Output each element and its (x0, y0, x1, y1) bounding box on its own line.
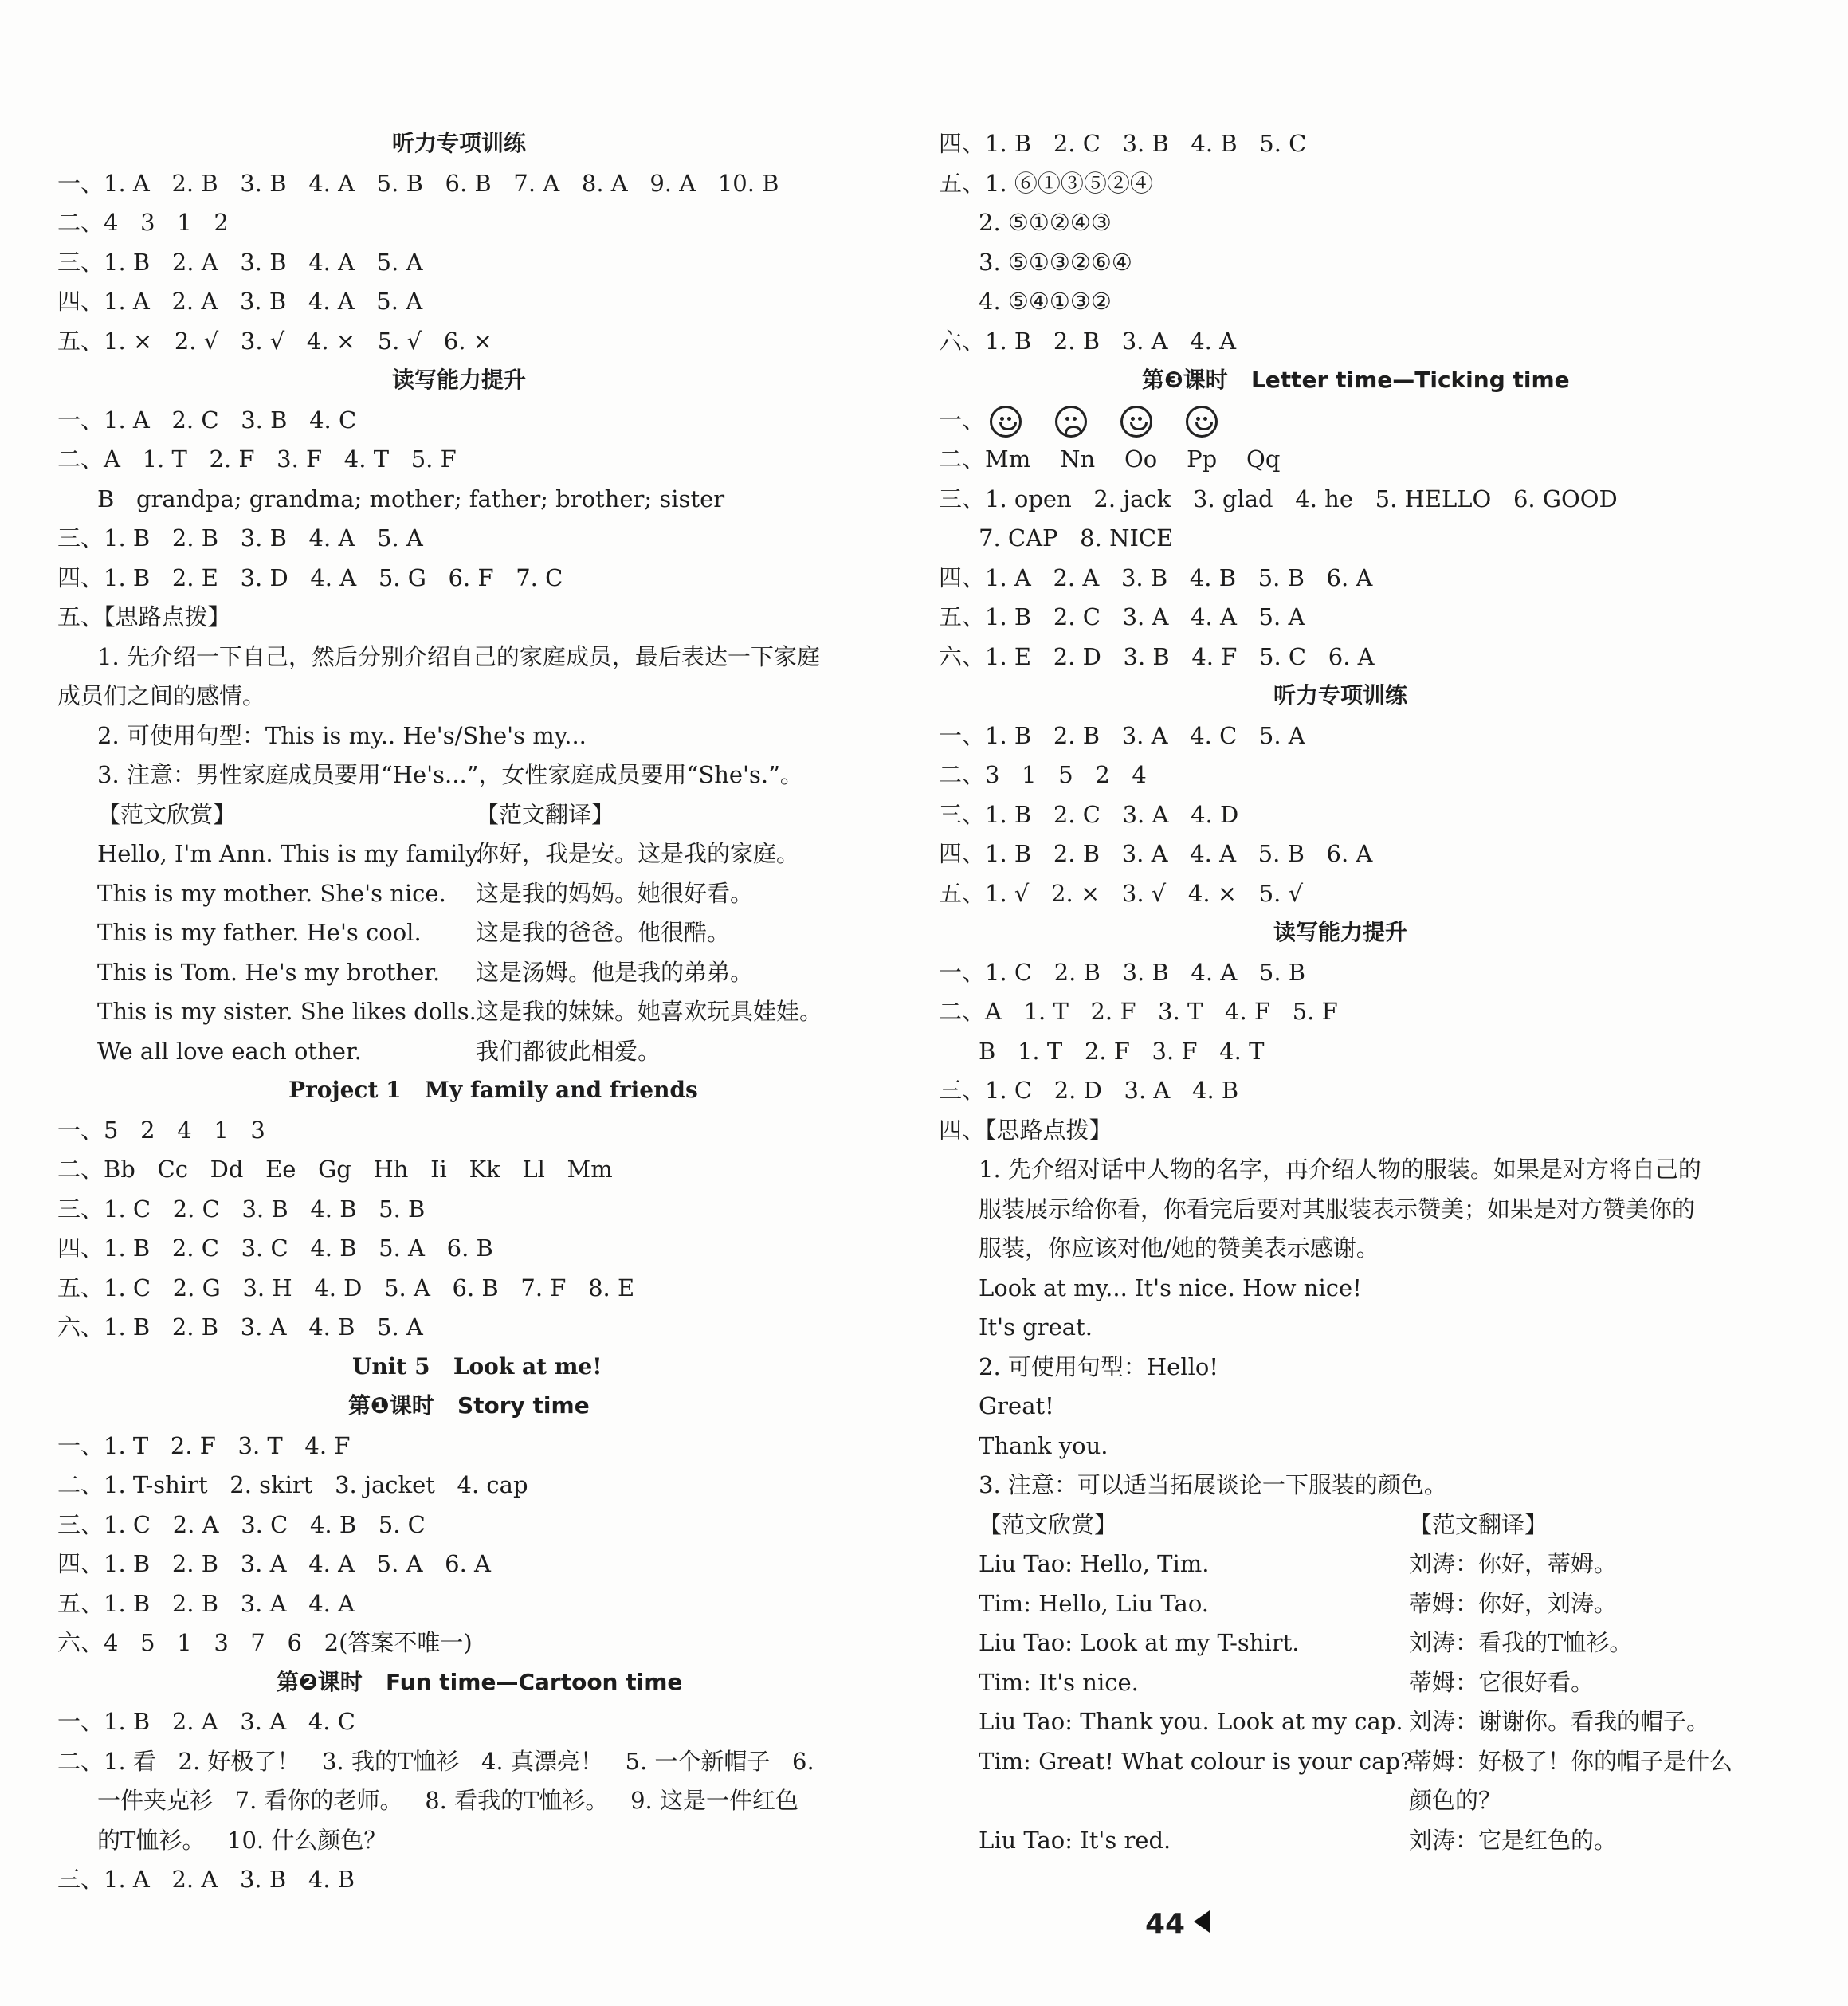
answer-line: 二、Bb Cc Dd Ee Gg Hh Ii Kk Ll Mm (57, 1156, 613, 1183)
answer-line: 三、1. B 2. A 3. B 4. A 5. A (57, 248, 423, 276)
sample-text-line (979, 1666, 1594, 1698)
answer-line: Thank you. (979, 1431, 1108, 1459)
section-heading: 听力专项训练 (1273, 682, 1408, 709)
answer-line: 五、1. × 2. √ 3. √ 4. × 5. √ 6. × (57, 327, 492, 355)
answer-line: 三、1. B 2. C 3. A 4. D (939, 800, 1239, 828)
question-number: 一、 (939, 406, 986, 434)
english-text: This is Tom. He's my brother. (97, 958, 441, 986)
answer-line: 二、Mm Nn Oo Pp Qq (939, 446, 1281, 473)
answer-line: 一、1. A 2. C 3. B 4. C (57, 406, 357, 434)
sample-text-line (979, 1824, 1617, 1856)
answer-line: 二、A 1. T 2. F 3. T 4. F 5. F (939, 998, 1338, 1025)
english-text: Liu Tao: Look at my T-shirt. (979, 1629, 1300, 1656)
answer-line: 2. 可使用句型：Hello! (979, 1352, 1219, 1380)
chinese-translation: 刘涛：它是红色的。 (1409, 1826, 1618, 1854)
answer-line: 1. 先介绍一下自己，然后分别介绍自己的家庭成员，最后表达一下家庭 (97, 642, 820, 670)
answer-line: 六、1. B 2. B 3. A 4. B 5. A (57, 1313, 423, 1341)
answer-line: 四、1. A 2. A 3. B 4. B 5. B 6. A (939, 563, 1373, 591)
chinese-translation: 蒂姆：它很好看。 (1409, 1668, 1595, 1696)
english-text: This is my sister. She likes dolls. (97, 998, 477, 1025)
chinese-translation: 我们都彼此相爱。 (476, 1037, 661, 1065)
answer-line: It's great. (979, 1313, 1093, 1341)
chinese-translation: 颜色的？ (1409, 1787, 1502, 1814)
answer-line: 一、1. T 2. F 3. T 4. F (57, 1431, 351, 1459)
answer-line: 成员们之间的感情。 (57, 682, 266, 709)
answer-line: 1. 先介绍对话中人物的名字，再介绍人物的服装。如果是对方将自己的 (979, 1156, 1701, 1183)
english-text: This is my father. He's cool. (97, 919, 422, 946)
sample-text-line (979, 1588, 1617, 1619)
answer-line: 三、1. open 2. jack 3. glad 4. he 5. HELLO 6. GOOD (939, 485, 1618, 512)
answer-line: 一、1. C 2. B 3. B 4. A 5. B (939, 958, 1306, 986)
page-number: 44 (1145, 1908, 1186, 1941)
answer-line: 五、1. B 2. B 3. A 4. A (57, 1589, 355, 1617)
smiley-answer-line (939, 404, 1251, 438)
english-text: This is my mother. She's nice. (97, 879, 446, 907)
chinese-translation: 刘涛：看我的T恤衫。 (1409, 1629, 1633, 1656)
answer-line: 二、1. 看 2. 好极了！ 3. 我的T恤衫 4. 真漂亮！ 5. 一个新帽子 6. (57, 1747, 814, 1775)
chinese-translation: 这是我的妈妈。她很好看。 (476, 879, 754, 907)
english-text: Tim: It's nice. (979, 1668, 1139, 1696)
answer-line: 一、1. B 2. A 3. A 4. C (57, 1708, 355, 1735)
section-heading: Project 1 My family and friends (288, 1077, 698, 1103)
answer-line: 3. ⑤①③②⑥④ (979, 248, 1132, 276)
answer-line: 六、4 5 1 3 7 6 2(答案不唯一) (57, 1629, 473, 1656)
chinese-translation: 【范文翻译】 (1409, 1510, 1548, 1538)
sample-text-line (97, 877, 753, 909)
answer-line: 五、【思路点拨】 (57, 603, 231, 630)
answer-line: 三、1. C 2. A 3. C 4. B 5. C (57, 1510, 426, 1538)
answer-line: 3. 注意：男性家庭成员要用“He's...”，女性家庭成员要用“She's.”。 (97, 761, 803, 788)
sad-face-icon (1055, 406, 1087, 438)
section-heading: 第❶课时 Story time (348, 1392, 590, 1419)
english-text: 【范文欣赏】 (979, 1510, 1118, 1538)
answer-line: 六、1. E 2. D 3. B 4. F 5. C 6. A (939, 642, 1375, 670)
sample-text-line (97, 956, 753, 988)
answer-line: 4. ⑤④①③② (979, 288, 1112, 315)
answer-line: 六、1. B 2. B 3. A 4. A (939, 327, 1237, 355)
chinese-translation: 【范文翻译】 (476, 800, 615, 828)
english-text: 【范文欣赏】 (97, 800, 237, 828)
answer-line: 2. ⑤①②④③ (979, 209, 1112, 236)
sample-text-line (979, 1745, 1732, 1777)
answer-line: 7. CAP 8. NICE (979, 524, 1174, 552)
answer-line: 三、1. A 2. A 3. B 4. B (57, 1866, 355, 1893)
answer-line: 一、1. B 2. B 3. A 4. C 5. A (939, 721, 1305, 749)
answer-line: 四、1. B 2. C 3. C 4. B 5. A 6. B (57, 1235, 493, 1262)
english-text: We all love each other. (97, 1037, 362, 1065)
answer-line: 四、1. B 2. B 3. A 4. A 5. A 6. A (57, 1550, 491, 1577)
answer-line: 一、5 2 4 1 3 (57, 1116, 265, 1144)
answer-line: 四、1. B 2. B 3. A 4. A 5. B 6. A (939, 840, 1373, 867)
answer-line: 一、1. A 2. B 3. B 4. A 5. B 6. B 7. A 8. A 9. A 10. B (57, 169, 779, 197)
english-text: Tim: Great! What colour is your cap? (979, 1747, 1413, 1775)
answer-line: Look at my... It's nice. How nice! (979, 1274, 1362, 1301)
answer-line: 四、【思路点拨】 (939, 1116, 1112, 1144)
page-arrow-icon (1194, 1910, 1210, 1933)
chinese-translation: 蒂姆：你好，刘涛。 (1409, 1589, 1618, 1617)
happy-face-icon (1186, 406, 1218, 438)
chinese-translation: 刘涛：谢谢你。看我的帽子。 (1409, 1708, 1710, 1735)
answer-line: 2. 可使用句型：This is my.. He's/She's my... (97, 721, 587, 749)
answer-line: 三、1. B 2. B 3. B 4. A 5. A (57, 524, 423, 552)
english-text: Tim: Hello, Liu Tao. (979, 1589, 1209, 1617)
chinese-translation: 这是我的妹妹。她喜欢玩具娃娃。 (476, 998, 823, 1025)
answer-line: 四、1. B 2. C 3. B 4. B 5. C (939, 130, 1307, 157)
answer-line: 四、1. B 2. E 3. D 4. A 5. G 6. F 7. C (57, 563, 563, 591)
sample-text-line (97, 838, 799, 870)
sample-text-line (979, 1784, 1501, 1816)
english-text: Hello, I'm Ann. This is my family. (97, 840, 483, 867)
chinese-translation: 蒂姆：好极了！你的帽子是什么 (1409, 1747, 1733, 1775)
sample-text-line (979, 1548, 1617, 1580)
answer-line: 五、1. ⑥①③⑤②④ (939, 169, 1153, 197)
sample-text-line (97, 995, 822, 1027)
section-heading: 第❸课时 Letter time—Ticking time (1142, 367, 1570, 393)
answer-line: 三、1. C 2. D 3. A 4. B (939, 1077, 1239, 1104)
section-heading: 读写能力提升 (1273, 919, 1408, 945)
answer-line: 服装，你应该对他/她的赞美表示感谢。 (979, 1235, 1379, 1262)
section-heading: 读写能力提升 (392, 367, 527, 393)
sample-text-line (979, 1706, 1709, 1737)
chinese-translation: 刘涛：你好，蒂姆。 (1409, 1550, 1618, 1577)
answer-line: 二、1. T-shirt 2. skirt 3. jacket 4. cap (57, 1471, 528, 1498)
chinese-translation: 这是我的爸爸。他很酷。 (476, 919, 731, 946)
section-heading: 第❷课时 Fun time—Cartoon time (277, 1668, 683, 1695)
answer-line: 二、A 1. T 2. F 3. F 4. T 5. F (57, 446, 457, 473)
sample-text-line (97, 917, 730, 948)
answer-line: 二、4 3 1 2 (57, 209, 229, 236)
chinese-translation: 这是汤姆。他是我的弟弟。 (476, 958, 754, 986)
answer-line: 三、1. C 2. C 3. B 4. B 5. B (57, 1195, 426, 1223)
english-text: Liu Tao: Hello, Tim. (979, 1550, 1210, 1577)
section-heading: Unit 5 Look at me! (352, 1352, 602, 1380)
sample-text-line (979, 1627, 1632, 1659)
sample-text-line (979, 1509, 1548, 1541)
answer-line: Great! (979, 1392, 1054, 1419)
answer-line: 五、1. C 2. G 3. H 4. D 5. A 6. B 7. F 8. E (57, 1274, 635, 1301)
sample-text-line (97, 1035, 661, 1067)
answer-line: 一件夹克衫 7. 看你的老师。 8. 看我的T恤衫。 9. 这是一件红色 (97, 1787, 798, 1814)
answer-line: 四、1. A 2. A 3. B 4. A 5. A (57, 288, 423, 315)
answer-line: 的T恤衫。 10. 什么颜色？ (97, 1826, 387, 1854)
answer-line: 五、1. B 2. C 3. A 4. A 5. A (939, 603, 1305, 630)
answer-line: 3. 注意：可以适当拓展谈论一下服装的颜色。 (979, 1471, 1447, 1498)
answer-line: 五、1. √ 2. × 3. √ 4. × 5. √ (939, 879, 1304, 907)
answer-line: 服装展示给你看，你看完后要对其服装表示赞美；如果是对方赞美你的 (979, 1195, 1696, 1223)
section-heading: 听力专项训练 (392, 130, 527, 156)
answer-line: 二、3 1 5 2 4 (939, 761, 1147, 788)
happy-face-icon (990, 406, 1022, 438)
answer-line: B 1. T 2. F 3. F 4. T (979, 1037, 1265, 1065)
chinese-translation: 你好，我是安。这是我的家庭。 (476, 840, 800, 867)
sample-text-line (97, 799, 614, 830)
answer-line: B grandpa; grandma; mother; father; brother; sister (97, 485, 725, 512)
english-text: Liu Tao: Thank you. Look at my cap. (979, 1708, 1403, 1735)
happy-face-icon (1120, 406, 1152, 438)
english-text: Liu Tao: It's red. (979, 1826, 1171, 1854)
